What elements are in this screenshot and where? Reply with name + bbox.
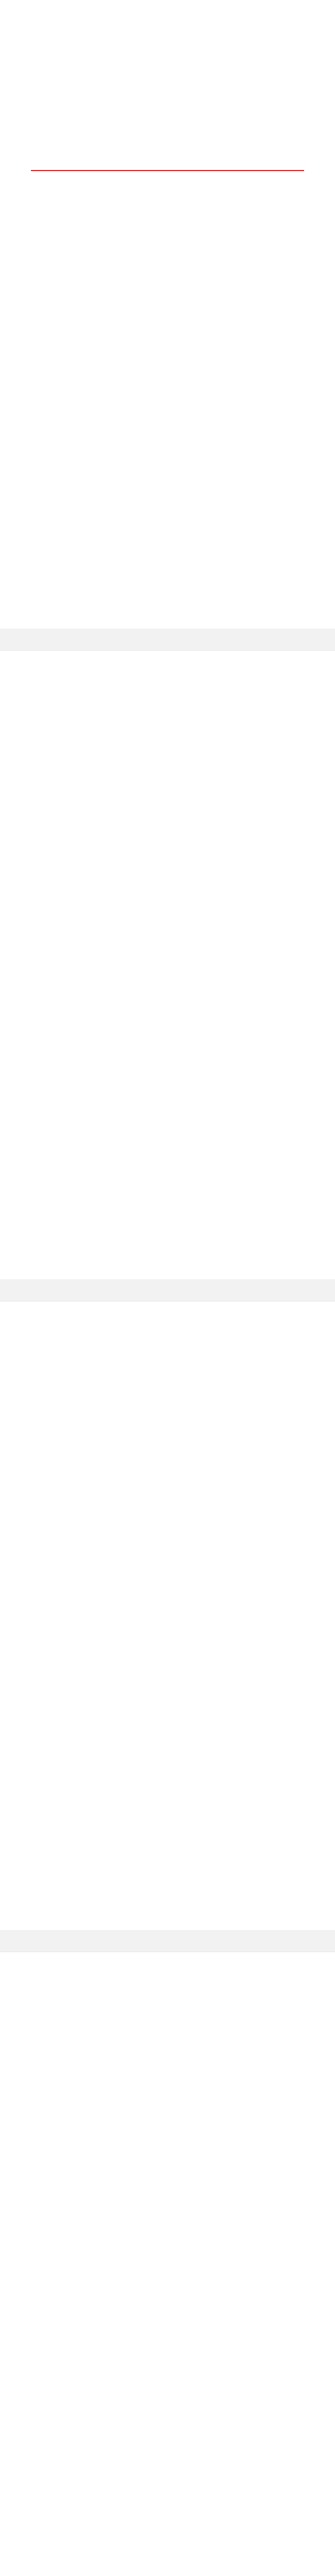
page-1 [0, 0, 335, 629]
masthead [31, 88, 299, 152]
doc-number [0, 157, 335, 166]
header-divider [31, 170, 304, 171]
page-4 [0, 1952, 335, 2576]
page-2 [0, 651, 335, 1279]
page-title [57, 180, 278, 258]
page-gap [0, 629, 335, 651]
page-gap [0, 1279, 335, 1301]
masthead-line-2 [31, 109, 299, 127]
masthead-line-1 [31, 88, 299, 105]
page-gap [0, 1930, 335, 1952]
intro-paragraph [31, 268, 304, 325]
masthead-line-3 [31, 131, 299, 148]
page-3 [0, 1301, 335, 1930]
